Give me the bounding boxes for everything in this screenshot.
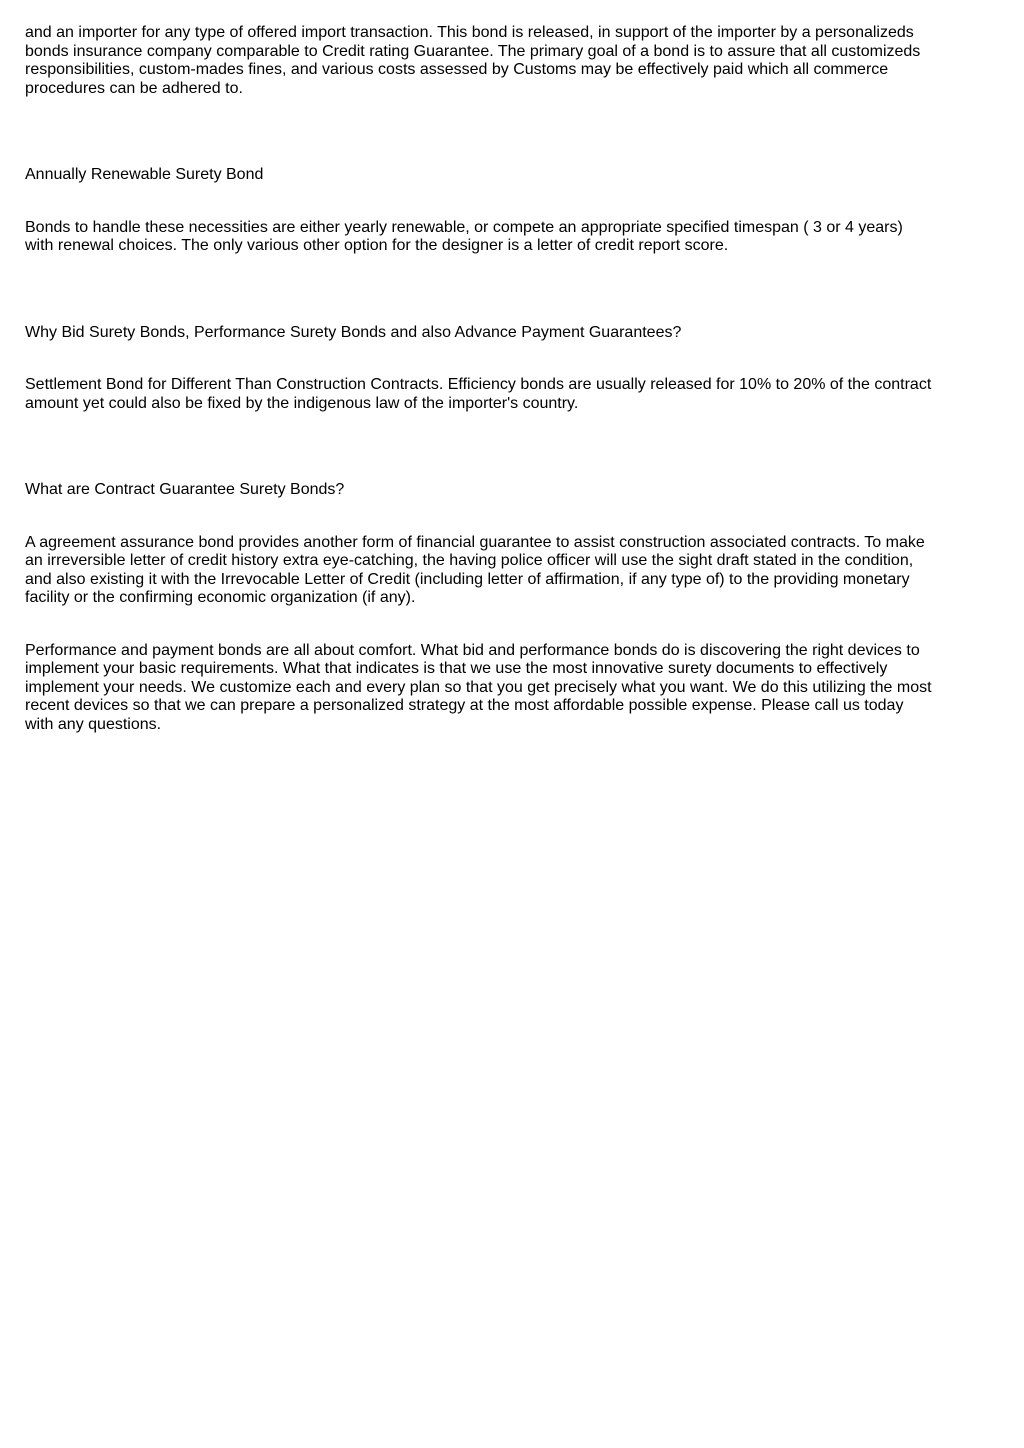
text-line: implement your needs. We customize each and every plan so that you get precisely what you want. We do this utilizing the most: [25, 678, 932, 696]
text-line: A agreement assurance bond provides another form of financial guarantee to assist construction associated contracts. To make: [25, 533, 925, 551]
text-line: Bonds to handle these necessities are either yearly renewable, or compete an appropriate specified timespan ( 3 or 4 years): [25, 218, 903, 236]
text-line: facility or the confirming economic organization (if any).: [25, 589, 416, 606]
text-line: Settlement Bond for Different Than Construction Contracts. Efficiency bonds are usually released for 10% to 20% of the contract: [25, 376, 932, 393]
text-line: with renewal choices. The only various other option for the designer is a letter of credit report score.: [25, 237, 729, 254]
section-heading-why-bid-surety: Why Bid Surety Bonds, Performance Surety Bonds and also Advance Payment Guarantees?: [25, 323, 682, 341]
section-paragraph-performance-payment: [25, 642, 1005, 735]
text-line: with any questions.: [25, 715, 162, 733]
intro-paragraph: [25, 24, 1005, 98]
text-line: procedures can be adhered to.: [25, 79, 243, 97]
text-line: amount yet could also be fixed by the indigenous law of the importer's country.: [25, 394, 579, 412]
text-line: implement your basic requirements. What that indicates is that we use the most innovative surety documents to effectively: [25, 660, 888, 677]
section-heading-contract-guarantee: What are Contract Guarantee Surety Bonds?: [25, 481, 345, 498]
text-line: an irreversible letter of credit history extra eye-catching, the having police officer will use the sight draft stated in the condition,: [25, 552, 914, 569]
text-line: recent devices so that we can prepare a personalized strategy at the most affordable possible expense. Please call us today: [25, 697, 904, 714]
document-page: [25, 24, 1005, 734]
section-paragraph-settlement-bond: [25, 376, 1005, 413]
section-paragraph-agreement-assurance: [25, 534, 1005, 608]
text-line: bonds insurance company comparable to Credit rating Guarantee. The primary goal of a bond is to assure that all customizeds: [25, 42, 921, 60]
text-line: and an importer for any type of offered import transaction. This bond is released, in support of the importer by a personalizeds: [25, 24, 914, 41]
text-line: responsibilities, custom-mades fines, and various costs assessed by Customs may be effectively paid which all commerce: [25, 61, 889, 78]
text-line: and also existing it with the Irrevocable Letter of Credit (including letter of affirmation, if any type of) to the providing monetary: [25, 570, 910, 588]
section-heading-annually-renewable: Annually Renewable Surety Bond: [25, 166, 264, 183]
text-line: Performance and payment bonds are all about comfort. What bid and performance bonds do is discovering the right devices to: [25, 641, 920, 659]
section-paragraph-annually-renewable: [25, 219, 1005, 256]
